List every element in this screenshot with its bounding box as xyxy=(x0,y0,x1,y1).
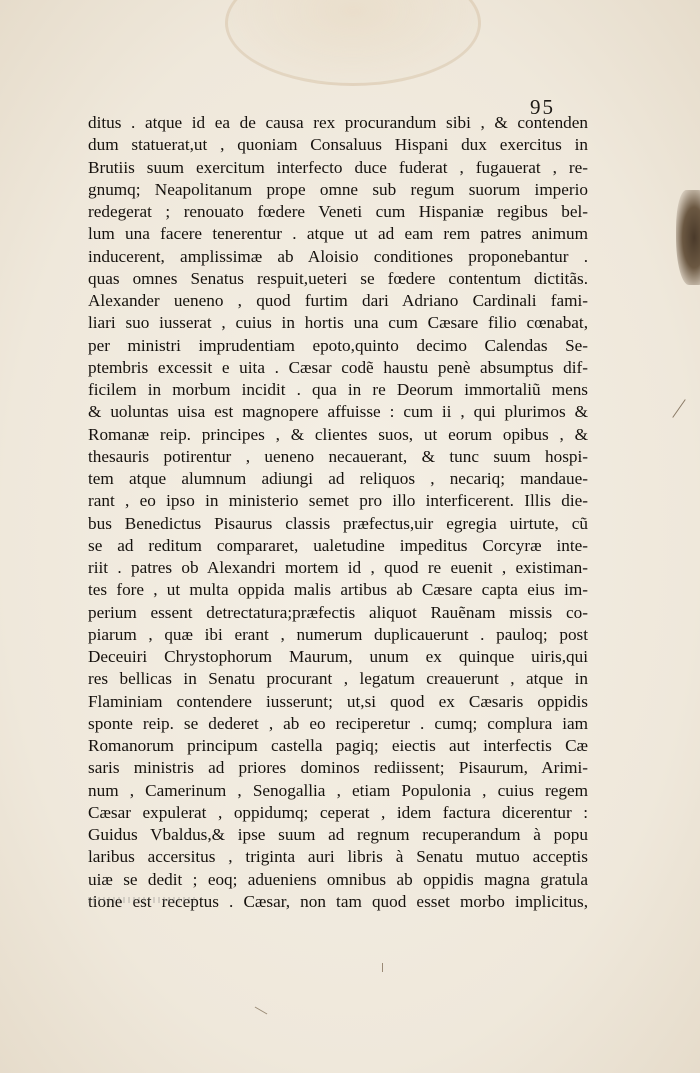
paper-scratch xyxy=(672,399,685,418)
text-line: bus Benedictus Pisaurus classis præfectus,uir egregia uirtute, cũ xyxy=(88,513,588,533)
text-line: liari suo iusserat , cuius in hortis una cum Cæsare filio cœnabat, xyxy=(88,313,588,333)
water-stain xyxy=(225,0,481,86)
text-line: Flaminiam contendere iusserunt; ut,si quod ex Cæsaris oppidis xyxy=(88,691,588,711)
text-line: se ad reditum compararet, ualetudine impeditus Corcyræ inte- xyxy=(88,535,588,555)
text-line: lum una facere tenerentur . atque ut ad eam rem patres animum xyxy=(88,224,588,244)
text-line: ditus . atque id ea de causa rex procurandum sibi , & contenden xyxy=(88,113,588,132)
text-line: res bellicas in Senatu procurant , legatum creauerunt , atque in xyxy=(88,669,588,689)
text-line: num , Camerinum , Senogallia , etiam Populonia , cuius regem xyxy=(88,780,588,800)
text-line: redegerat ; renouato fœdere Veneti cum Hispaniæ regibus bel- xyxy=(88,202,588,221)
text-line: rant , eo ipso in ministerio semet pro illo interficerent. Illis die- xyxy=(88,491,588,511)
text-line: inducerent, amplissimæ ab Aloisio conditiones proponebantur . xyxy=(88,246,588,266)
text-line: tem atque alumnum adiungi ad reliquos , necariq; mandaue- xyxy=(88,469,588,488)
text-line: ficilem in morbum incidit . qua in re Deorum immortaliũ mens xyxy=(88,380,588,399)
text-line: gnumq; Neapolitanum prope omne sub regum suorum imperio xyxy=(88,179,588,199)
text-line: uiæ se dedit ; eoq; adueniens omnibus ab oppidis magna gratula xyxy=(88,869,588,889)
ink-stain xyxy=(676,190,700,285)
text-line: tes fore , ut multa oppida malis artibus ab Cæsare capta eius im- xyxy=(88,580,588,600)
text-line: riit . patres ob Alexandri mortem id , quod re euenit , existiman- xyxy=(88,558,588,577)
text-line: Alexander ueneno , quod furtim dari Adriano Cardinali fami- xyxy=(88,291,588,310)
text-line: perium essent detrectatura;præfectis aliquot Rauẽnam missis co- xyxy=(88,602,588,622)
text-line: tione est receptus . Cæsar, non tam quod esset morbo implicitus, xyxy=(88,891,588,911)
text-line: Romanæ reip. principes , & clientes suos, ut eorum opibus , & xyxy=(88,424,588,444)
page-number: 95 xyxy=(530,95,555,119)
text-line: quas omnes Senatus respuit,ueteri se fœdere contentum dictitãs. xyxy=(88,268,588,288)
text-line: Guidus Vbaldus,& ipse suum ad regnum recuperandum à popu xyxy=(88,825,588,844)
text-line: ptembris excessit e uita . Cæsar codẽ haustu penè absumptus dif- xyxy=(88,357,588,377)
text-block xyxy=(88,112,588,913)
text-line: & uoluntas uisa est magnopere affuisse : cum ii , qui plurimos & xyxy=(88,402,588,422)
text-line: thesauris potirentur , ueneno necauerant, & tunc suum hospi- xyxy=(88,446,588,466)
text-line: dum statuerat,ut , quoniam Consaluus Hispani dux exercitus in xyxy=(88,135,588,155)
text-line: Cæsar expulerat , oppidumq; ceperat , idem factura dicerentur : xyxy=(88,802,588,822)
text-line: per ministri imprudentiam epoto,quinto decimo Calendas Se- xyxy=(88,335,588,355)
text-line: Romanorum principum castella pagiq; eiectis aut interfectis Cæ xyxy=(88,736,588,755)
text-line: laribus accersitus , triginta auri libris à Senatu mutuo acceptis xyxy=(88,847,588,867)
paper-mark xyxy=(382,963,383,972)
text-line: saris ministris ad priores dominos rediissent; Pisaurum, Arimi- xyxy=(88,758,588,778)
text-line: Brutiis suum exercitum interfecto duce fuderat , fugauerat , re- xyxy=(88,157,588,177)
text-line: piarum , quæ ibi erant , numerum duplicauerunt . pauloq; post xyxy=(88,624,588,644)
text-line: Deceuiri Chrystophorum Maurum, unum ex quinque uiris,qui xyxy=(88,647,588,666)
text-line: sponte reip. se dederet , ab eo reciperetur . cumq; complura iam xyxy=(88,713,588,733)
paper-mark xyxy=(255,1007,268,1015)
